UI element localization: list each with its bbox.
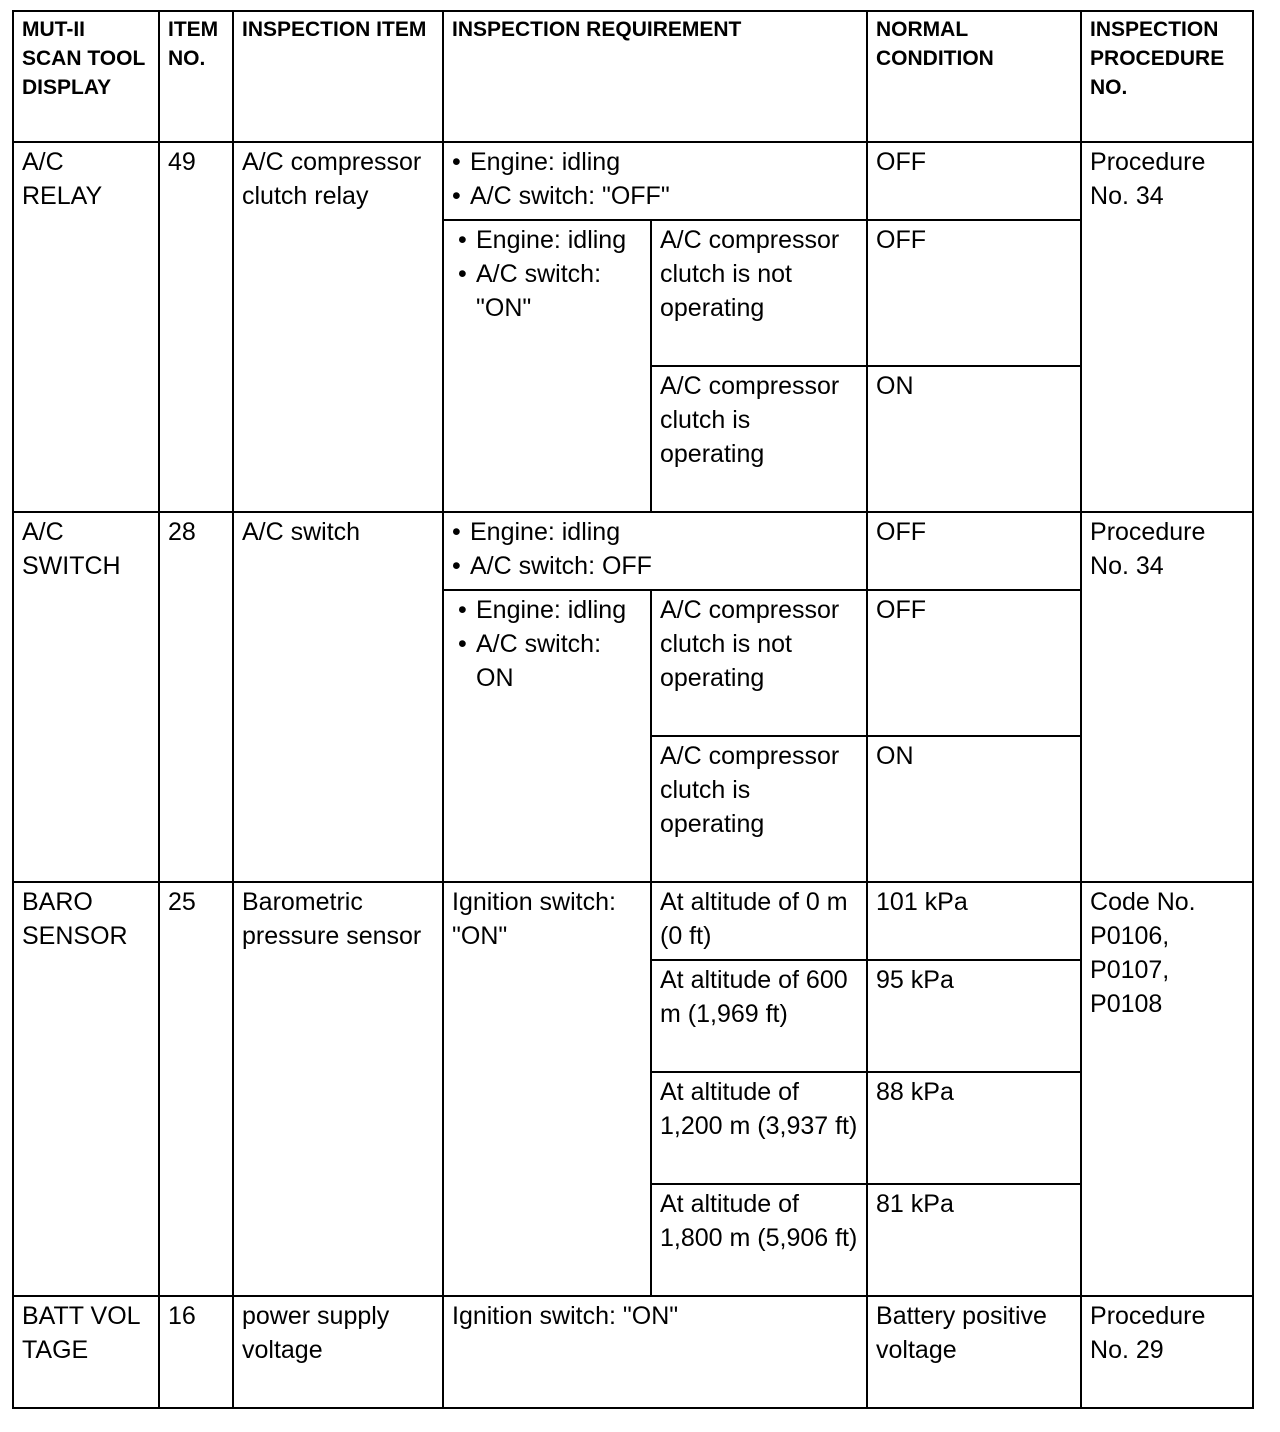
ac-relay-requirement-on [443,220,651,512]
batt-item-no: 16 [159,1296,233,1408]
baro-normal: 81 kPa [867,1184,1081,1296]
table-row [13,142,1253,220]
ac-switch-normal-operating: ON [867,736,1081,882]
baro-normal: 88 kPa [867,1072,1081,1184]
baro-display: BARO SENSOR [13,882,159,1296]
ac-switch-normal-off: OFF [867,512,1081,590]
baro-altitude: At altitude of 1,800 m (5,906 ft) [651,1184,867,1296]
ac-relay-normal-not-operating: OFF [867,220,1081,366]
ac-relay-clutch-operating: A/C compressor clutch is operating [651,366,867,512]
ac-switch-item: A/C switch [233,512,443,882]
ac-relay-procedure: Procedure No. 34 [1081,142,1253,512]
condition-line: • A/C switch: OFF [452,552,652,580]
inspection-table [12,10,1254,1409]
baro-normal: 95 kPa [867,960,1081,1072]
table-row [13,882,1253,960]
header-procedure-no: INSPECTION PROCEDURE NO. [1081,11,1253,142]
condition-line: • Engine: idling [458,226,627,254]
baro-item: Barometric pressure sensor [233,882,443,1296]
header-normal-condition: NORMAL CONDITION [867,11,1081,142]
header-requirement: INSPECTION REQUIREMENT [443,11,867,142]
batt-display: BATT VOLTAGE [13,1296,159,1408]
ac-switch-clutch-operating: A/C compressor clutch is operating [651,736,867,882]
condition-line: • Engine: idling [458,596,627,624]
baro-normal: 101 kPa [867,882,1081,960]
batt-item: power supply voltage [233,1296,443,1408]
ac-relay-clutch-not-operating: A/C compressor clutch is not operating [651,220,867,366]
ac-relay-item: A/C compressor clutch relay [233,142,443,512]
ac-switch-requirement-on [443,590,651,882]
ac-switch-normal-not-operating: OFF [867,590,1081,736]
header-display: MUT-II SCAN TOOL DISPLAY [13,11,159,142]
baro-altitude: At altitude of 600 m (1,969 ft) [651,960,867,1072]
ac-relay-item-no: 49 [159,142,233,512]
ac-switch-clutch-not-operating: A/C compressor clutch is not operating [651,590,867,736]
baro-item-no: 25 [159,882,233,1296]
condition-line: • A/C switch: "ON" [458,260,602,322]
baro-altitude: At altitude of 0 m (0 ft) [651,882,867,960]
ac-relay-normal-off: OFF [867,142,1081,220]
header-item-no: ITEM NO. [159,11,233,142]
baro-procedure: Code No. P0106, P0107, P0108 [1081,882,1253,1296]
batt-normal: Battery positive voltage [867,1296,1081,1408]
condition-line: • A/C switch: "OFF" [452,182,670,210]
table-row [13,1296,1253,1408]
ac-switch-requirement-off [443,512,867,590]
baro-requirement: Ignition switch: "ON" [443,882,651,1296]
batt-requirement: Ignition switch: "ON" [443,1296,867,1408]
ac-relay-normal-operating: ON [867,366,1081,512]
condition-line: • A/C switch: ON [458,630,602,692]
ac-relay-requirement-off [443,142,867,220]
condition-line: • Engine: idling [452,148,621,176]
ac-switch-item-no: 28 [159,512,233,882]
batt-procedure: Procedure No. 29 [1081,1296,1253,1408]
ac-relay-display: A/C RELAY [13,142,159,512]
table-row [13,512,1253,590]
baro-altitude: At altitude of 1,200 m (3,937 ft) [651,1072,867,1184]
header-row [13,11,1253,142]
ac-switch-procedure: Procedure No. 34 [1081,512,1253,882]
header-inspection-item: INSPECTION ITEM [233,11,443,142]
ac-switch-display: A/C SWITCH [13,512,159,882]
condition-line: • Engine: idling [452,518,621,546]
